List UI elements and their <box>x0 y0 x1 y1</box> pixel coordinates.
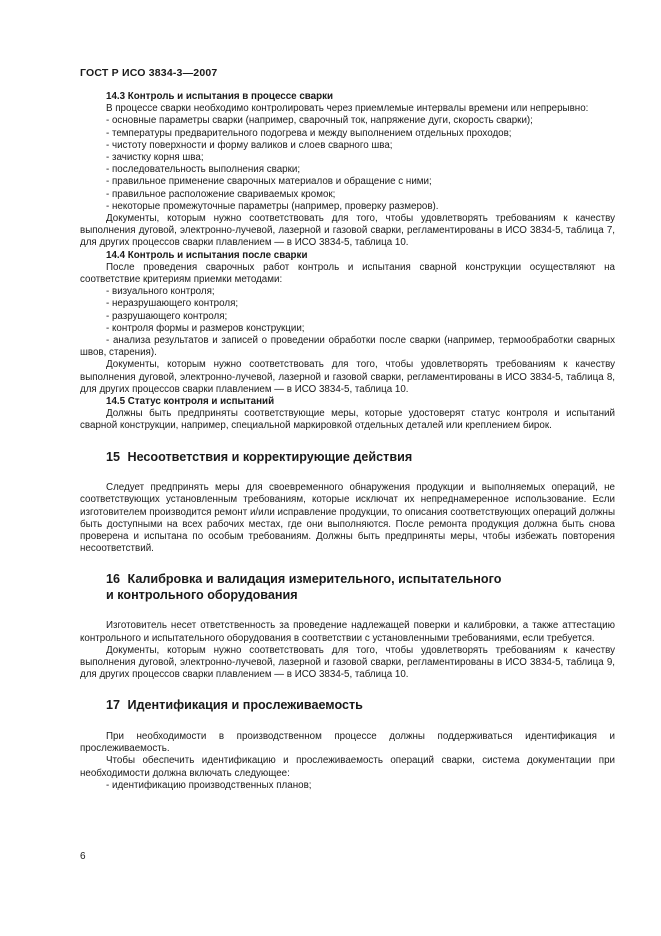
section-14-5 <box>80 396 615 433</box>
document-header: ГОСТ Р ИСО 3834-3—2007 <box>80 67 218 79</box>
section-number: 16 <box>106 572 121 587</box>
section-title: Идентификация и прослеживаемость <box>127 698 363 713</box>
section-heading-16 <box>106 572 615 603</box>
paragraph: Чтобы обеспечить идентификацию и прослеживаемость операций сварки, система документации при необходимости должна включать следующее: <box>80 755 615 779</box>
section-14-3 <box>80 91 615 250</box>
paragraph: Документы, которым нужно соответствовать для того, чтобы удовлетворять требованиям к качеству выполнения дуговой, электронно-лучевой, лазерной и газовой сварки, регламентированы в ИСО 3834-5, таблица 8, для других процессов сварки плавлением — в ИСО 3834-5, таблица 10. <box>80 359 615 395</box>
section-14-4 <box>80 250 615 396</box>
list-item: - зачистку корня шва; <box>106 152 204 164</box>
section-heading-17 <box>106 698 615 714</box>
list-item: - визуального контроля; <box>106 286 215 298</box>
list-item: - основные параметры сварки (например, сварочный ток, напряжение дуги, скорость сварки); <box>106 115 533 127</box>
subsection-heading: 14.4 Контроль и испытания после сварки <box>106 249 308 261</box>
paragraph: Следует предпринять меры для своевременного обнаружения продукции и выполняемых операций, не соответствующих установленным требованиям, которые исключат их непреднамеренное использование. Если изготовителем производится ремонт и/или исправление продукции, то описания соответствующих операций должны быть доступными на всех рабочих местах, где они выполняются. После ремонта продукция должна быть снова проверена и испытана по особым требованиям. Должны быть предприняты меры, чтобы избежать повторения несоответствий. <box>80 482 615 555</box>
section-title: Несоответствия и корректирующие действия <box>127 449 413 464</box>
list-item: - идентификацию производственных планов; <box>106 779 312 791</box>
paragraph: В процессе сварки необходимо контролировать через приемлемые интервалы времени или непрерывно: <box>106 103 589 115</box>
list-item: - правильное расположение свариваемых кромок; <box>106 188 336 200</box>
list-item: - правильное применение сварочных материалов и обращение с ними; <box>106 176 432 188</box>
paragraph: При необходимости в производственном процессе должны поддерживаться идентификация и прослеживаемость. <box>80 730 615 755</box>
subsection-heading: 14.3 Контроль и испытания в процессе сварки <box>106 91 334 102</box>
list-item: - анализа результатов и записей о проведении обработки после сварки (например, термообработки сварных швов, старения). <box>80 335 615 359</box>
paragraph: Документы, которым нужно соответствовать для того, чтобы удовлетворять требованиям к качеству выполнения дуговой, электронно-лучевой, лазерной и газовой сварки, регламентированы в ИСО 3834-5, таблица 7, для других процессов сварки плавлением — в ИСО 3834-5, таблица 10. <box>80 213 615 249</box>
list-item: - контроля формы и размеров конструкции; <box>106 322 305 334</box>
section-number: 17 <box>106 698 121 713</box>
section-number: 15 <box>106 449 121 464</box>
paragraph: Должны быть предприняты соответствующие меры, которые удостоверят статус контроля и испытаний сварной конструкции, например, специальной маркировкой отдельных деталей или креплением бирок. <box>80 408 615 432</box>
list-item: - некоторые промежуточные параметры (например, проверку размеров). <box>106 200 439 212</box>
list-item: - неразрушающего контроля; <box>106 298 239 310</box>
paragraph: Документы, которым нужно соответствовать для того, чтобы удовлетворять требованиям к качеству выполнения дуговой, электронно-лучевой, лазерной и газовой сварки, регламентированы в ИСО 3834-5, таблица 9, для других процессов сварки плавлением — в ИСО 3834-5, таблица 10. <box>80 644 615 681</box>
section-title-line-1: Калибровка и валидация измерительного, испытательного <box>127 572 502 587</box>
list-item: - последовательность выполнения сварки; <box>106 164 301 176</box>
list-item: - температуры предварительного подогрева и между выполнением отдельных проходов; <box>106 127 512 139</box>
paragraph: После проведения сварочных работ контроль и испытания сварной конструкции осуществляют на соответствие критериям приемки методами: <box>80 261 615 286</box>
subsection-heading: 14.5 Статус контроля и испытаний <box>106 396 275 408</box>
paragraph: Изготовитель несет ответственность за проведение надлежащей поверки и калибровки, а также аттестацию контрольного и испытательного оборудования в соответствии с установленными требованиями, если требуется. <box>80 620 615 644</box>
section-heading-15 <box>106 450 615 466</box>
list-item: - чистоту поверхности и форму валиков и слоев сварного шва; <box>106 139 393 151</box>
document-body <box>80 91 615 792</box>
list-item: - разрушающего контроля; <box>106 310 228 322</box>
section-title-line-2: и контрольного оборудования <box>106 587 298 602</box>
page-number: 6 <box>80 851 86 862</box>
